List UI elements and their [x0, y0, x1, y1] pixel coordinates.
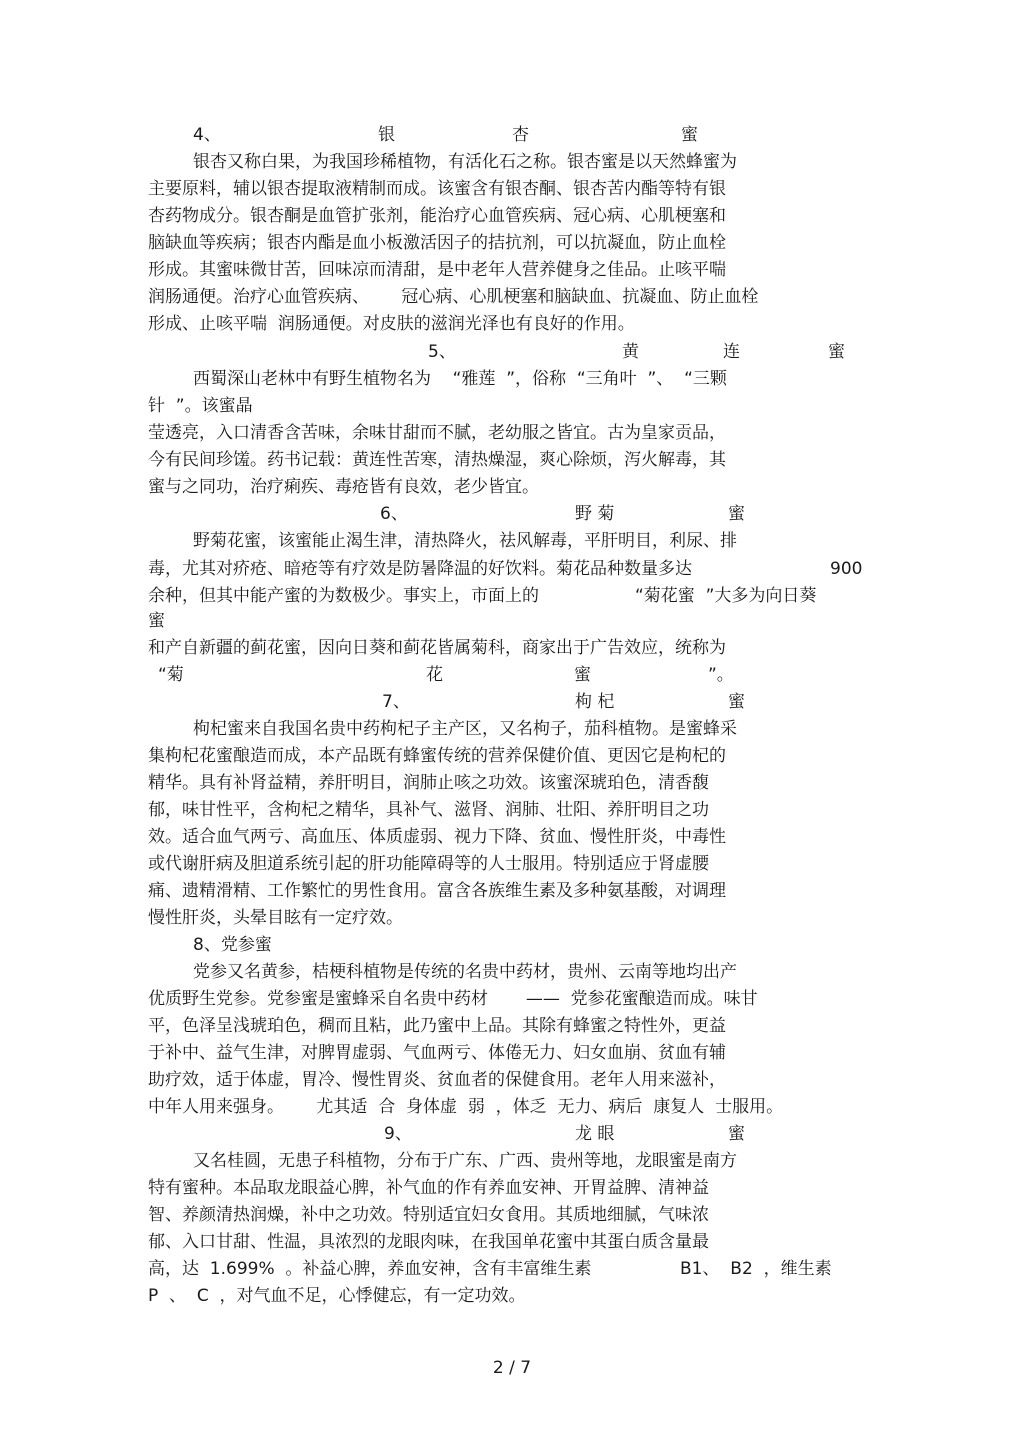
heading-4-char-1: 银 [378, 125, 395, 145]
heading-4-char-3: 蜜 [681, 125, 698, 145]
paragraph-line: 脑缺血等疾病；银杏内酯是血小板激活因子的拮抗剂，可以抗凝血，防止血栓 [148, 233, 726, 253]
heading-5-char-1: 黄 [622, 342, 639, 362]
paragraph-line: 花 [426, 665, 443, 685]
paragraph-line: 高，达 1.699% 。补益心脾，养血安神，含有丰富维生素 [148, 1259, 592, 1279]
number-text: 900 [830, 559, 863, 579]
heading-7-chars: 枸 杞 [575, 692, 615, 712]
paragraph-line: 形成、止咳平喘 润肠通便。对皮肤的滋润光泽也有良好的作用。 [148, 314, 635, 334]
heading-6-number: 6、 [380, 504, 408, 524]
paragraph-line: 特有蜜种。本品取龙眼益心脾，补气血的作有养血安神、开胃益脾、清神益 [148, 1178, 709, 1198]
heading-8: 8、党参蜜 [193, 935, 272, 955]
paragraph-line: 郁，味甘性平，含枸杞之精华，具补气、滋肾、润肺、壮阳、养肝明目之功 [148, 800, 709, 820]
heading-9-chars: 龙 眼 [575, 1124, 615, 1144]
paragraph-line: 蜜 [574, 665, 591, 685]
paragraph-line: 蜜 [148, 611, 165, 631]
paragraph-line: “菊花蜜 ”大多为向日葵 [635, 586, 817, 606]
paragraph-line: 杏药物成分。银杏酮是血管扩张剂，能治疗心血管疾病、冠心病、心肌梗塞和 [148, 206, 726, 226]
paragraph-line: 助疗效，适于体虚，胃冷、慢性胃炎、贫血者的保健食用。老年人用来滋补， [148, 1070, 726, 1090]
paragraph-line: 效。适合血气两亏、高血压、体质虚弱、视力下降、贫血、慢性肝炎，中毒性 [148, 827, 726, 847]
heading-9-number: 9、 [384, 1124, 412, 1144]
paragraph-line: “菊 [158, 665, 184, 685]
paragraph-line: 慢性肝炎，头晕目眩有一定疗效。 [148, 908, 403, 928]
paragraph-line: 郁、入口甘甜、性温，具浓烈的龙眼肉味，在我国单花蜜中其蛋白质含量最 [148, 1232, 709, 1252]
heading-5-char-2: 连 [723, 342, 740, 362]
paragraph-line: 又名桂圆，无患子科植物，分布于广东、广西、贵州等地，龙眼蜜是南方 [193, 1151, 737, 1171]
heading-5-char-3: 蜜 [828, 342, 845, 362]
paragraph-line: 莹透亮，入口清香含苦味，余味甘甜而不腻，老幼服之皆宜。古为皇家贡品， [148, 423, 726, 443]
heading-9-char-3: 蜜 [728, 1124, 745, 1144]
paragraph-line: 毒，尤其对疥疮、暗疮等有疗效是防暑降温的好饮料。菊花品种数量多达 [148, 559, 692, 579]
paragraph-line: 野菊花蜜，该蜜能止渴生津，清热降火，祛风解毒，平肝明目，利尿、排 [193, 531, 737, 551]
paragraph-line: 余种，但其中能产蜜的为数极少。事实上，市面上的 [148, 586, 539, 606]
paragraph-line: 优质野生党参。党参蜜是蜜蜂采自名贵中药材 —— 党参花蜜酿造而成。味甘 [148, 989, 758, 1009]
heading-5-number: 5、 [428, 342, 456, 362]
paragraph-line: 今有民间珍馐。药书记载：黄连性苦寒，清热燥湿，爽心除烦，泻火解毒，其 [148, 450, 726, 470]
paragraph-line: 平，色泽呈浅琥珀色，稠而且粘，此乃蜜中上品。其除有蜂蜜之特性外，更益 [148, 1016, 726, 1036]
paragraph-line: 蜜与之同功，治疗痢疾、毒疮皆有良效，老少皆宜。 [148, 477, 539, 497]
paragraph-line: 针 ”。该蜜晶 [148, 396, 253, 416]
heading-6-char-3: 蜜 [728, 504, 745, 524]
heading-4-char-2: 杏 [512, 125, 529, 145]
paragraph-line: 枸杞蜜来自我国名贵中药枸杞子主产区，又名枸子，茄科植物。是蜜蜂采 [193, 719, 737, 739]
paragraph-line: B1、 B2 ，维生素 [680, 1259, 832, 1279]
paragraph-line: 精华。具有补肾益精，养肝明目，润肺止咳之功效。该蜜深琥珀色，清香馥 [148, 773, 709, 793]
paragraph-line: 银杏又称白果，为我国珍稀植物，有活化石之称。银杏蜜是以天然蜂蜜为 [193, 152, 737, 172]
paragraph-line: 集枸杞花蜜酿造而成，本产品既有蜂蜜传统的营养保健价值、更因它是枸杞的 [148, 746, 726, 766]
paragraph-line: 中年人用来强身。 尤其适 合 身体虚 弱 ，体乏 无力、病后 康复人 士服用。 [148, 1097, 784, 1117]
paragraph-line: 形成。其蜜味微甘苦，回味凉而清甜，是中老年人营养健身之佳品。止咳平喘 [148, 260, 726, 280]
paragraph-line: 痛、遗精滑精、工作繁忙的男性食用。富含各族维生素及多种氨基酸，对调理 [148, 881, 726, 901]
page-number: 2 / 7 [492, 1358, 532, 1378]
paragraph-line: 智、养颜清热润燥，补中之功效。特别适宜妇女食用。其质地细腻，气味浓 [148, 1205, 709, 1225]
paragraph-line: 主要原料，辅以银杏提取液精制而成。该蜜含有银杏酮、银杏苦内酯等特有银 [148, 179, 726, 199]
paragraph-line: 和产自新疆的蓟花蜜，因向日葵和蓟花皆属菊科，商家出于广告效应，统称为 [148, 638, 726, 658]
heading-4-number: 4、 [193, 125, 221, 145]
paragraph-line: 党参又名黄参，桔梗科植物是传统的名贵中药材，贵州、云南等地均出产 [193, 962, 737, 982]
heading-6-chars: 野 菊 [575, 504, 615, 524]
paragraph-line: P 、 C ，对气血不足，心悸健忘，有一定功效。 [148, 1286, 526, 1306]
paragraph-line: 于补中、益气生津，对脾胃虚弱、气血两亏、体倦无力、妇女血崩、贫血有辅 [148, 1043, 726, 1063]
paragraph-line: ”。 [708, 665, 734, 685]
heading-7-char-3: 蜜 [728, 692, 745, 712]
paragraph-line: 润肠通便。治疗心血管疾病、 冠心病、心肌梗塞和脑缺血、抗凝血、防止血栓 [148, 287, 759, 307]
paragraph-line: 或代谢肝病及胆道系统引起的肝功能障碍等的人士服用。特别适应于肾虚腰 [148, 854, 709, 874]
heading-7-number: 7、 [382, 692, 410, 712]
paragraph-line: 西蜀深山老林中有野生植物名为 “雅莲 ”，俗称 “三角叶 ”、 “三颗 [193, 369, 727, 389]
